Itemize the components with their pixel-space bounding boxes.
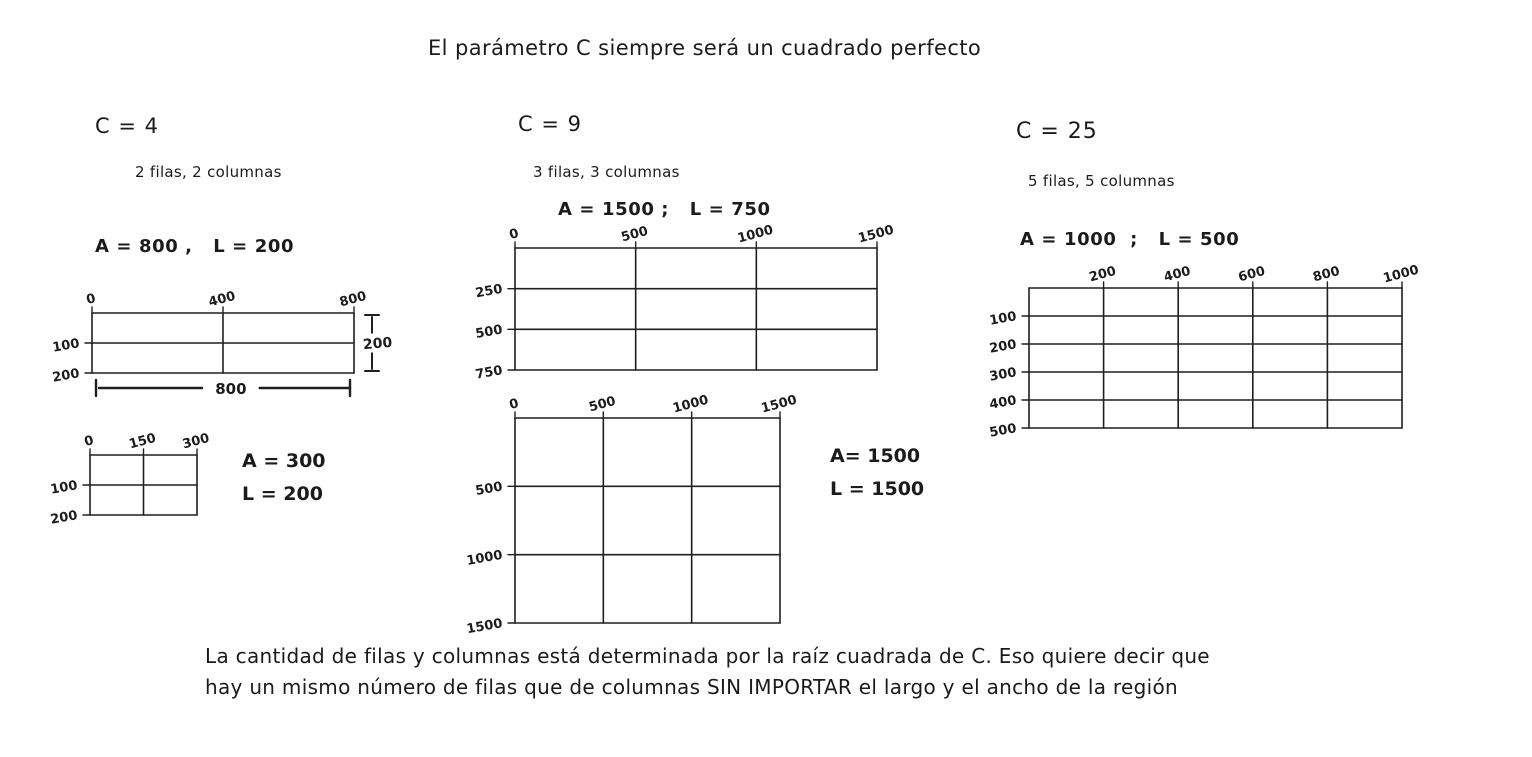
section-c25-heading: C = 25 (1016, 119, 1098, 144)
section-c25-params: A = 1000 ; L = 500 (1020, 229, 1240, 250)
grid-annotation-label: A= 1500 (830, 445, 921, 467)
y-tick-label: 500 (474, 322, 504, 342)
x-tick-label: 400 (207, 288, 238, 311)
grid-annotation-label: L = 1500 (830, 478, 925, 500)
width-dimension-label: 800 (215, 380, 247, 398)
y-tick-label: 400 (988, 393, 1018, 413)
y-tick-label: 750 (474, 363, 504, 383)
page-title: El parámetro C siempre será un cuadrado perfecto (428, 36, 982, 60)
y-tick-label: 1000 (465, 547, 504, 569)
x-tick-label: 1000 (671, 392, 711, 417)
x-tick-label: 0 (507, 226, 521, 244)
section-c9-rows-cols: 3 filas, 3 columnas (533, 163, 680, 181)
x-tick-label: 1500 (759, 392, 799, 417)
x-tick-label: 0 (84, 291, 98, 309)
y-tick-label: 300 (988, 365, 1018, 385)
grid-c9-top (455, 208, 1027, 418)
x-tick-label: 500 (619, 223, 650, 246)
grid-c4-main (32, 273, 504, 421)
x-tick-label: 1500 (856, 222, 896, 247)
footer-line-1: La cantidad de filas y columnas está determinada por la raíz cuadrada de C. Eso quiere decir que (205, 644, 1210, 668)
footer-line-2: hay un mismo número de filas que de columnas SIN IMPORTAR el largo y el ancho de la región (205, 675, 1178, 699)
section-c4-heading: C = 4 (95, 114, 159, 138)
x-tick-label: 0 (507, 396, 521, 414)
y-tick-label: 200 (49, 508, 79, 528)
x-tick-label: 800 (338, 288, 369, 311)
x-tick-label: 500 (587, 393, 618, 416)
grid-annotation-label: A = 300 (242, 450, 326, 472)
x-tick-label: 0 (82, 433, 96, 451)
section-c25-rows-cols: 5 filas, 5 columnas (1028, 172, 1175, 190)
grid-c9-bottom (455, 378, 930, 671)
section-c4-params: A = 800 , L = 200 (95, 236, 295, 257)
x-tick-label: 150 (127, 430, 158, 453)
x-tick-label: 1000 (736, 222, 775, 247)
section-c9-heading: C = 9 (518, 112, 582, 136)
y-tick-label: 250 (474, 281, 504, 302)
y-tick-label: 100 (51, 336, 81, 356)
x-tick-label: 400 (1162, 263, 1193, 286)
x-tick-label: 600 (1236, 263, 1267, 286)
x-tick-label: 200 (1087, 263, 1118, 286)
y-tick-label: 200 (51, 366, 81, 386)
x-tick-label: 300 (181, 430, 212, 453)
y-tick-label: 500 (474, 479, 504, 499)
y-tick-label: 100 (49, 478, 79, 498)
section-c9-params: A = 1500 ; L = 750 (558, 199, 771, 220)
x-tick-label: 800 (1311, 263, 1342, 286)
x-tick-label: 1000 (1381, 262, 1421, 287)
y-tick-label: 500 (988, 421, 1018, 441)
y-tick-label: 200 (988, 337, 1018, 357)
grid-annotation-label: L = 200 (242, 483, 323, 505)
y-tick-label: 100 (988, 309, 1018, 329)
height-dimension-label: 200 (362, 334, 393, 354)
grid-c25 (969, 248, 1532, 476)
section-c4-rows-cols: 2 filas, 2 columnas (135, 163, 282, 181)
y-tick-label: 1500 (465, 616, 504, 638)
grid-c4-small (30, 415, 347, 563)
